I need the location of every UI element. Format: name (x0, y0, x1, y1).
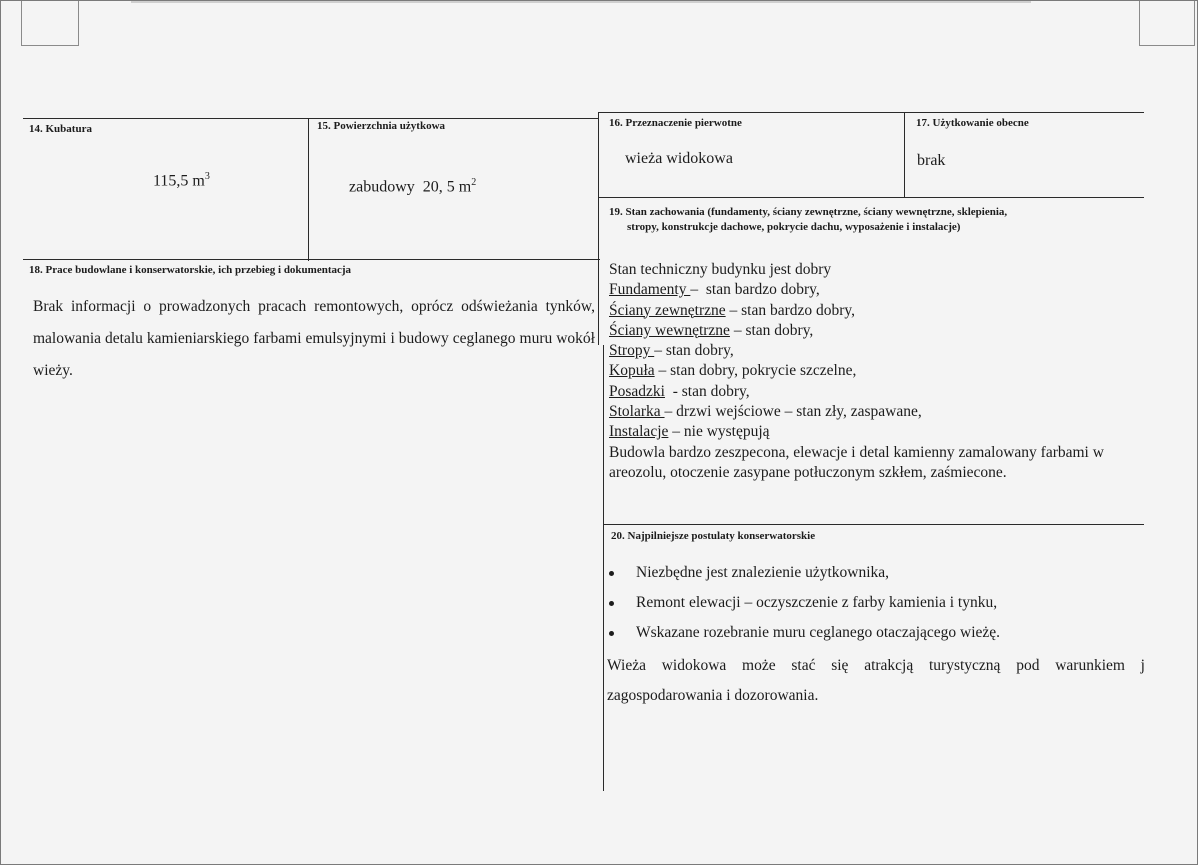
condition-term: Posadzki (609, 382, 665, 400)
list-item (609, 561, 1000, 591)
condition-desc: – stan dobry, (654, 342, 734, 360)
field-14-value: 115,5 $m^3$ (153, 171, 210, 190)
field-16-value: wieża widokowa (625, 150, 733, 167)
condition-intro: Stan techniczny budynku jest dobry (609, 261, 832, 278)
divider-16-17 (904, 112, 905, 197)
field-15-value: zabudowy 20, 5 $m^2$ (349, 177, 477, 196)
postulate-text: Remont elewacji – oczyszczenie z farby kamienia i tynku, (636, 594, 998, 611)
condition-desc: – stan bardzo dobry, (690, 281, 820, 299)
bullet-icon (609, 631, 614, 636)
condition-item (609, 321, 1149, 341)
field-17-value: brak (917, 152, 946, 169)
list-item (609, 591, 1000, 621)
condition-term: Instalacje (609, 423, 669, 441)
field-20-text: Wieża widokowa może stać się atrakcją turystyczną pod warunkiem j zagospodarowania i dozorowania. (607, 657, 1145, 704)
list-item (609, 621, 1000, 651)
condition-desc: – drzwi wejściowe – stan zły, zaspawane, (664, 403, 922, 421)
field-20-label: 20. Najpilniejsze postulaty konserwatorskie (611, 530, 816, 542)
field-14-label: 14. Kubatura (29, 123, 92, 135)
field-16-label: 16. Przeznaczenie pierwotne (609, 117, 742, 129)
field-19-label (609, 205, 1007, 235)
bullet-icon (609, 571, 614, 576)
condition-term: Fundamenty (609, 281, 691, 299)
condition-item (609, 402, 1149, 422)
divider-18-19 (603, 345, 604, 791)
condition-term: Kopuła (609, 362, 655, 380)
field-18-text: Brak informacji o prowadzonych pracach remontowych, oprócz odświeżania tynków, malowania detalu kamieniarskiego farbami emulsyjnymi i budowy ceglanego muru wokół wieży. (33, 298, 595, 379)
condition-term: Ściany wewnętrzne (609, 321, 730, 339)
corner-mark-left (21, 1, 79, 46)
scan-edge (131, 1, 1031, 3)
condition-desc: – stan dobry, (729, 321, 814, 339)
condition-desc: – stan bardzo dobry, (725, 301, 856, 319)
condition-term: Stropy (609, 342, 655, 360)
field-19-label-line2: stropy, konstrukcje dachowe, pokrycie dachu, wyposażenie i instalacje) (627, 221, 961, 233)
postulate-text: Wskazane rozebranie muru ceglanego otaczającego wieżę. (636, 624, 1001, 641)
rule-top-left (23, 118, 598, 119)
condition-term: Stolarka (609, 403, 665, 421)
condition-closing: Budowla bardzo zeszpecona, elewacje i detal kamienny zamalowany farbami w areozolu, otoczenie zasypane potłuczonym szkłem, zaśmiecone. (609, 443, 1104, 481)
rule-under-19 (603, 524, 1144, 525)
postulates-list (609, 561, 1000, 651)
condition-item (609, 301, 1149, 321)
condition-item (609, 382, 1149, 402)
rule-under-16-17 (598, 197, 1144, 198)
corner-mark-right (1139, 1, 1195, 46)
condition-desc: – stan dobry, pokrycie szczelne, (654, 362, 857, 380)
condition-desc: - stan dobry, (664, 382, 750, 400)
bullet-icon (609, 601, 614, 606)
divider-15-16 (598, 112, 599, 345)
field-19-content (609, 260, 1149, 483)
postulate-text: Niezbędne jest znalezienie użytkownika, (636, 564, 890, 581)
field-18-label: 18. Prace budowlane i konserwatorskie, ich przebieg i dokumentacja (29, 264, 352, 276)
condition-item (609, 341, 1149, 361)
rule-under-14-15 (23, 259, 600, 260)
condition-item (609, 422, 1149, 442)
condition-item (609, 280, 1149, 300)
rule-top-right (598, 112, 1144, 113)
divider-14-15 (308, 118, 309, 261)
field-19-label-line1: 19. Stan zachowania (fundamenty, ściany zewnętrzne, ściany wewnętrzne, sklepienia, (609, 206, 1008, 218)
field-17-label: 17. Użytkowanie obecne (916, 117, 1029, 129)
condition-term: Ściany zewnętrzne (609, 301, 726, 319)
condition-item (609, 361, 1149, 381)
condition-desc: – nie występują (668, 423, 770, 441)
field-15-label: 15. Powierzchnia użytkowa (317, 120, 446, 132)
